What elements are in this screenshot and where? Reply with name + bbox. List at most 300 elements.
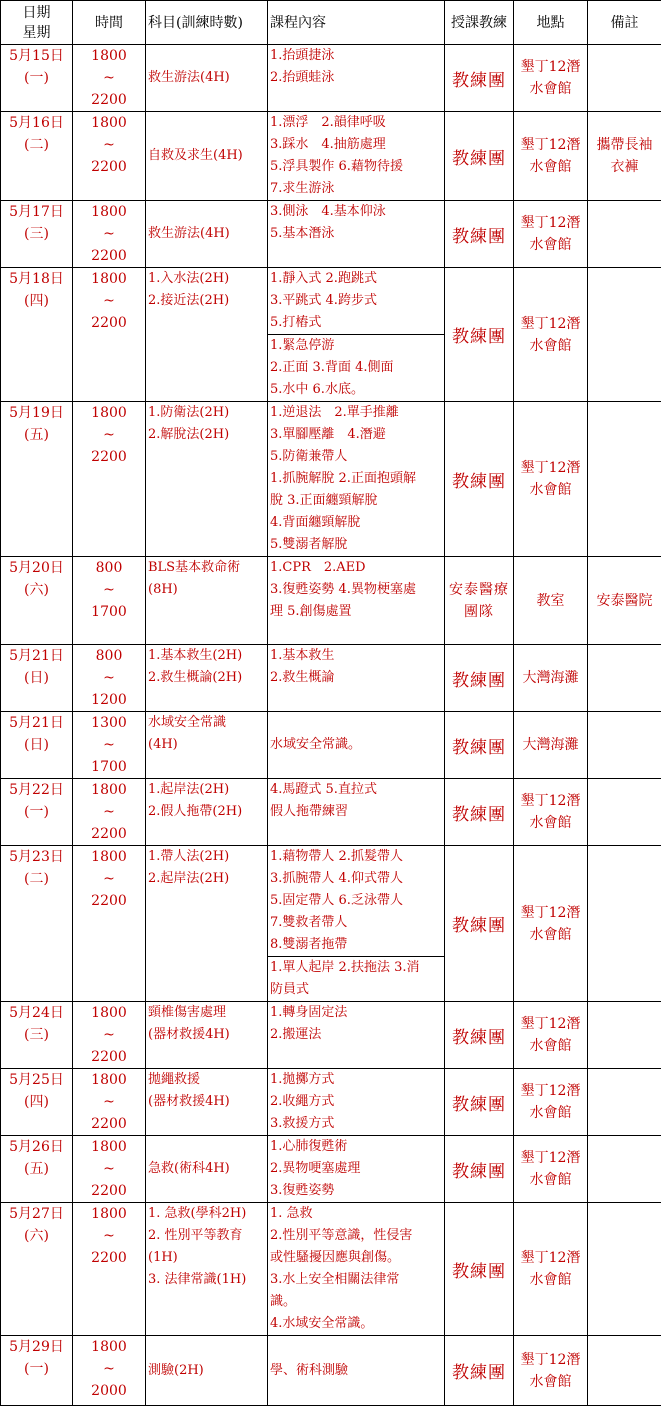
time-text: 1800 <box>73 45 145 67</box>
time-cell <box>73 201 146 268</box>
time-text: ~ <box>73 223 145 245</box>
time-text: ~ <box>73 1024 145 1046</box>
date-text: 5月17日 <box>1 201 72 223</box>
text-line: 1.藉物帶人 2.抓髮帶人 <box>270 846 442 868</box>
text-line: 1.逆退法 2.單手推離 <box>270 402 442 424</box>
text-line: 水會館 <box>514 479 587 501</box>
content-group <box>270 1069 442 1135</box>
date-cell <box>1 645 73 712</box>
date-text: 5月15日 <box>1 45 72 67</box>
time-text: ~ <box>73 1158 145 1180</box>
time-text: ~ <box>73 1358 145 1380</box>
note-cell <box>588 402 661 557</box>
coach-cell: 教練團 <box>445 779 514 846</box>
weekday-text: (三) <box>1 1024 72 1046</box>
schedule-row <box>1 712 661 779</box>
location-cell <box>514 1136 588 1203</box>
time-text: ~ <box>73 424 145 446</box>
text-line: 教室 <box>514 590 587 612</box>
time-cell <box>73 268 146 402</box>
text-line: 3.平跳式 4.跨步式 <box>270 290 442 312</box>
subject-cell <box>146 1336 268 1406</box>
text-line: 水域安全常識 <box>148 712 265 734</box>
text-line: 測驗(2H) <box>148 1360 265 1382</box>
time-cell <box>73 1069 146 1136</box>
time-cell <box>73 1002 146 1069</box>
subject-cell <box>146 645 268 712</box>
text-line: 1.入水法(2H) <box>148 268 265 290</box>
schedule-row <box>1 1002 661 1069</box>
subject-cell <box>146 1002 268 1069</box>
location-cell <box>514 112 588 201</box>
text-line: 急救(術科4H) <box>148 1158 265 1180</box>
time-text: 800 <box>73 645 145 667</box>
time-text: 1800 <box>73 1069 145 1091</box>
text-line: 1.帶人法(2H) <box>148 846 265 868</box>
schedule-row <box>1 201 661 268</box>
time-text: 1300 <box>73 712 145 734</box>
schedule-row <box>1 402 661 557</box>
time-cell <box>73 402 146 557</box>
time-text: ~ <box>73 868 145 890</box>
text-line: 7.求生游泳 <box>270 178 442 200</box>
weekday-text: (四) <box>1 290 72 312</box>
text-line: 脫 3.正面纏頸解脫 <box>270 490 442 512</box>
time-text: 2200 <box>73 89 145 111</box>
text-line: 安泰醫療 <box>445 579 513 601</box>
text-line: 理 5.創傷處置 <box>270 601 442 623</box>
date-text: 5月21日 <box>1 645 72 667</box>
text-line: 團隊 <box>445 601 513 623</box>
text-line: (器材救援4H) <box>148 1091 265 1113</box>
time-text: 2200 <box>73 446 145 468</box>
text-line: 2.假人拖帶(2H) <box>148 801 265 823</box>
time-text: 1800 <box>73 112 145 134</box>
text-line: 5.雙溺者解脫 <box>270 534 442 556</box>
coach-cell: 教練團 <box>445 1336 514 1406</box>
time-cell <box>73 1203 146 1336</box>
schedule-row <box>1 1069 661 1136</box>
text-line: 救生游法(4H) <box>148 223 265 245</box>
text-line: 自救及求生(4H) <box>148 145 265 167</box>
text-line: 1.心肺復甦術 <box>270 1136 442 1158</box>
schedule-row <box>1 645 661 712</box>
coach-cell: 教練團 <box>445 846 514 1002</box>
text-line: 2.收繩方式 <box>270 1091 442 1113</box>
date-cell <box>1 1336 73 1406</box>
time-text: 2200 <box>73 245 145 267</box>
schedule-body <box>1 45 661 1406</box>
time-cell <box>73 45 146 112</box>
text-line: 2.救生概論 <box>270 667 442 689</box>
text-line: 5.浮具製作 6.藉物待援 <box>270 156 442 178</box>
text-line: 2.起岸法(2H) <box>148 868 265 890</box>
text-line: (4H) <box>148 734 265 756</box>
text-line: 假人拖帶練習 <box>270 801 442 823</box>
text-line: 2.救生概論(2H) <box>148 667 265 689</box>
coach-cell: 教練團 <box>445 1136 514 1203</box>
header-subject: 科目(訓練時數) <box>146 1 268 45</box>
location-cell <box>514 1203 588 1336</box>
text-line: 學、術科測驗 <box>270 1360 442 1382</box>
weekday-text: (六) <box>1 1225 72 1247</box>
weekday-text: (三) <box>1 223 72 245</box>
text-line: 4.水域安全常識。 <box>270 1313 442 1335</box>
time-text: ~ <box>73 801 145 823</box>
text-line: 水會館 <box>514 1269 587 1291</box>
time-text: ~ <box>73 290 145 312</box>
date-cell <box>1 268 73 402</box>
location-cell <box>514 402 588 557</box>
location-cell <box>514 779 588 846</box>
content-cell <box>268 712 445 779</box>
time-text: 1800 <box>73 268 145 290</box>
text-line: 水會館 <box>514 1035 587 1057</box>
text-line: 3.踩水 4.抽筋處理 <box>270 134 442 156</box>
text-line: 水會館 <box>514 78 587 100</box>
text-line: 4.背面纏頸解脫 <box>270 512 442 534</box>
text-line: 墾丁12潛 <box>514 790 587 812</box>
header-location: 地點 <box>514 1 588 45</box>
text-line: 頸椎傷害處理 <box>148 1002 265 1024</box>
content-group <box>270 557 442 623</box>
text-line: 2.接近法(2H) <box>148 290 265 312</box>
content-cell <box>268 557 445 645</box>
text-line: 救生游法(4H) <box>148 67 265 89</box>
text-line: 1.轉身固定法 <box>270 1002 442 1024</box>
location-cell <box>514 268 588 402</box>
note-cell <box>588 1136 661 1203</box>
time-text: 1800 <box>73 201 145 223</box>
text-line: 大灣海灘 <box>514 667 587 689</box>
text-line: 攜帶長袖 <box>588 134 661 156</box>
text-line: (器材救援4H) <box>148 1024 265 1046</box>
text-line: 墾丁12潛 <box>514 1247 587 1269</box>
weekday-text: (日) <box>1 667 72 689</box>
text-line: 5.水中 6.水底。 <box>270 379 442 401</box>
date-text: 5月29日 <box>1 1336 72 1358</box>
text-line: 水會館 <box>514 924 587 946</box>
text-line: (1H) <box>148 1247 265 1269</box>
schedule-row <box>1 268 661 402</box>
time-text: ~ <box>73 734 145 756</box>
content-group <box>270 1360 442 1382</box>
text-line: 墾丁12潛 <box>514 902 587 924</box>
content-group <box>270 268 442 334</box>
text-line: 1.起岸法(2H) <box>148 779 265 801</box>
subject-cell <box>146 268 268 402</box>
text-line: 1.基本救生 <box>270 645 442 667</box>
date-text: 5月19日 <box>1 402 72 424</box>
header-row <box>1 1 661 45</box>
date-cell <box>1 1136 73 1203</box>
date-cell <box>1 1002 73 1069</box>
content-group <box>270 1002 442 1046</box>
date-text: 5月27日 <box>1 1203 72 1225</box>
note-cell <box>588 268 661 402</box>
content-group <box>270 112 442 200</box>
schedule-row <box>1 112 661 201</box>
text-line: 8.雙溺者拖帶 <box>270 934 442 956</box>
text-line: 墾丁12潛 <box>514 457 587 479</box>
note-cell <box>588 557 661 645</box>
schedule-row <box>1 557 661 645</box>
time-text: ~ <box>73 134 145 156</box>
text-line: 或性騷擾因應與創傷。 <box>270 1247 442 1269</box>
note-cell <box>588 712 661 779</box>
text-line: 1.防衛法(2H) <box>148 402 265 424</box>
time-cell <box>73 1336 146 1406</box>
content-group <box>270 779 442 823</box>
date-cell <box>1 712 73 779</box>
time-text: 2000 <box>73 1380 145 1402</box>
text-line: 墾丁12潛 <box>514 56 587 78</box>
text-line: 3. 法律常識(1H) <box>148 1269 265 1291</box>
date-text: 5月25日 <box>1 1069 72 1091</box>
content-group <box>270 402 442 556</box>
note-cell <box>588 112 661 201</box>
text-line: 1.漂浮 2.韻律呼吸 <box>270 112 442 134</box>
time-text: ~ <box>73 67 145 89</box>
text-line: 2.正面 3.背面 4.側面 <box>270 357 442 379</box>
text-line: 2.搬運法 <box>270 1024 442 1046</box>
content-cell <box>268 201 445 268</box>
weekday-text: (一) <box>1 67 72 89</box>
weekday-text: (二) <box>1 868 72 890</box>
header-date: 日期 星期 <box>1 1 73 45</box>
time-text: 2200 <box>73 823 145 845</box>
text-line: 1.基本救生(2H) <box>148 645 265 667</box>
location-cell <box>514 645 588 712</box>
coach-cell <box>445 557 514 645</box>
time-cell <box>73 1136 146 1203</box>
text-line: 4.馬蹬式 5.直拉式 <box>270 779 442 801</box>
coach-cell: 教練團 <box>445 1002 514 1069</box>
date-cell <box>1 779 73 846</box>
coach-cell: 教練團 <box>445 402 514 557</box>
text-line: 水會館 <box>514 234 587 256</box>
note-cell <box>588 1069 661 1136</box>
text-line: 水會館 <box>514 1169 587 1191</box>
schedule-row <box>1 846 661 1002</box>
header-coach: 授課教練 <box>445 1 514 45</box>
note-cell <box>588 1336 661 1406</box>
schedule-row <box>1 45 661 112</box>
subject-cell <box>146 557 268 645</box>
content-group <box>270 846 442 956</box>
note-cell <box>588 846 661 1002</box>
time-text: 1800 <box>73 1136 145 1158</box>
location-cell <box>514 1336 588 1406</box>
time-text: ~ <box>73 1091 145 1113</box>
location-cell <box>514 712 588 779</box>
text-line: 5.固定帶人 6.乏泳帶人 <box>270 890 442 912</box>
time-text: ~ <box>73 667 145 689</box>
date-text: 5月22日 <box>1 779 72 801</box>
content-cell <box>268 645 445 712</box>
date-cell <box>1 1203 73 1336</box>
text-line: 水會館 <box>514 156 587 178</box>
text-line: 1.緊急停游 <box>270 335 442 357</box>
time-text: 2200 <box>73 1113 145 1135</box>
date-cell <box>1 201 73 268</box>
content-group <box>270 734 442 756</box>
weekday-text: (二) <box>1 134 72 156</box>
text-line: 1.單人起岸 2.扶拖法 3.消 <box>270 957 442 979</box>
text-line: 5.防衛兼帶人 <box>270 446 442 468</box>
date-cell <box>1 557 73 645</box>
text-line: 水會館 <box>514 1102 587 1124</box>
text-line: 1. 急救 <box>270 1203 442 1225</box>
content-cell <box>268 268 445 402</box>
time-text: 1800 <box>73 1002 145 1024</box>
schedule-row <box>1 1136 661 1203</box>
time-cell <box>73 846 146 1002</box>
text-line: 墾丁12潛 <box>514 313 587 335</box>
note-cell <box>588 201 661 268</box>
coach-cell: 教練團 <box>445 712 514 779</box>
date-text: 5月18日 <box>1 268 72 290</box>
note-cell <box>588 45 661 112</box>
subject-cell <box>146 402 268 557</box>
content-cell <box>268 1203 445 1336</box>
text-line: 3.側泳 4.基本仰泳 <box>270 201 442 223</box>
text-line: 7.雙救者帶人 <box>270 912 442 934</box>
note-cell <box>588 645 661 712</box>
text-line: 1. 急救(學科2H) <box>148 1203 265 1225</box>
note-cell <box>588 1002 661 1069</box>
text-line: 墾丁12潛 <box>514 1147 587 1169</box>
text-line: BLS基本救命術 <box>148 557 265 579</box>
weekday-text: (五) <box>1 1158 72 1180</box>
note-cell <box>588 779 661 846</box>
content-cell <box>268 112 445 201</box>
date-cell <box>1 1069 73 1136</box>
time-text: 1700 <box>73 756 145 778</box>
text-line: 1.拋擲方式 <box>270 1069 442 1091</box>
time-cell <box>73 112 146 201</box>
text-line: 拋繩救援 <box>148 1069 265 1091</box>
time-text: 1700 <box>73 601 145 623</box>
content-cell <box>268 846 445 1002</box>
location-cell <box>514 1069 588 1136</box>
text-line: 3.復甦姿勢 4.異物梗塞處 <box>270 579 442 601</box>
time-cell <box>73 779 146 846</box>
time-text: ~ <box>73 1225 145 1247</box>
text-line: 2.異物哽塞處理 <box>270 1158 442 1180</box>
date-cell <box>1 45 73 112</box>
subject-cell <box>146 45 268 112</box>
header-note: 備註 <box>588 1 661 45</box>
content-group <box>270 645 442 689</box>
time-text: ~ <box>73 579 145 601</box>
subject-cell <box>146 846 268 1002</box>
time-text: 1800 <box>73 779 145 801</box>
header-time: 時間 <box>73 1 146 45</box>
coach-cell: 教練團 <box>445 645 514 712</box>
content-group <box>270 201 442 245</box>
schedule-row <box>1 1203 661 1336</box>
text-line: 5.基本潛泳 <box>270 223 442 245</box>
text-line: 防員式 <box>270 979 442 1001</box>
text-line: (8H) <box>148 579 265 601</box>
text-line: 墾丁12潛 <box>514 134 587 156</box>
location-cell <box>514 846 588 1002</box>
date-text: 5月24日 <box>1 1002 72 1024</box>
text-line: 墾丁12潛 <box>514 212 587 234</box>
note-cell <box>588 1203 661 1336</box>
content-cell <box>268 45 445 112</box>
date-text: 5月26日 <box>1 1136 72 1158</box>
date-text: 5月20日 <box>1 557 72 579</box>
header-content: 課程內容 <box>268 1 445 45</box>
text-line: 3.單腳壓離 4.潛避 <box>270 424 442 446</box>
date-text: 5月16日 <box>1 112 72 134</box>
content-group <box>270 45 442 89</box>
text-line: 1.靜入式 2.跑跳式 <box>270 268 442 290</box>
text-line: 3.抓腕帶人 4.仰式帶人 <box>270 868 442 890</box>
location-cell <box>514 45 588 112</box>
text-line: 墾丁12潛 <box>514 1349 587 1371</box>
text-line: 1.抬頭捷泳 <box>270 45 442 67</box>
subject-cell <box>146 779 268 846</box>
content-cell <box>268 1136 445 1203</box>
date-cell <box>1 846 73 1002</box>
subject-cell <box>146 1203 268 1336</box>
time-text: 1800 <box>73 1336 145 1358</box>
date-text: 5月23日 <box>1 846 72 868</box>
content-group <box>268 956 444 1001</box>
time-text: 1200 <box>73 689 145 711</box>
location-cell <box>514 557 588 645</box>
weekday-text: (四) <box>1 1091 72 1113</box>
subject-cell <box>146 112 268 201</box>
schedule-row <box>1 1336 661 1406</box>
time-text: 800 <box>73 557 145 579</box>
date-cell <box>1 402 73 557</box>
time-text: 2200 <box>73 890 145 912</box>
content-group <box>268 334 444 401</box>
time-text: 1800 <box>73 402 145 424</box>
time-text: 2200 <box>73 1180 145 1202</box>
text-line: 大灣海灘 <box>514 734 587 756</box>
text-line: 墾丁12潛 <box>514 1013 587 1035</box>
text-line: 2.抬頭蛙泳 <box>270 67 442 89</box>
text-line: 水域安全常識。 <box>270 734 442 756</box>
content-cell <box>268 402 445 557</box>
subject-cell <box>146 1069 268 1136</box>
weekday-text: (六) <box>1 579 72 601</box>
subject-cell <box>146 712 268 779</box>
coach-cell: 教練團 <box>445 201 514 268</box>
content-cell <box>268 1336 445 1406</box>
text-line: 2. 性別平等教育 <box>148 1225 265 1247</box>
schedule-row <box>1 779 661 846</box>
text-line: 水會館 <box>514 812 587 834</box>
text-line: 3.救援方式 <box>270 1113 442 1135</box>
date-text: 5月21日 <box>1 712 72 734</box>
coach-cell: 教練團 <box>445 1203 514 1336</box>
content-cell <box>268 1069 445 1136</box>
time-text: 2200 <box>73 312 145 334</box>
time-text: 2200 <box>73 1247 145 1269</box>
text-line: 識。 <box>270 1291 442 1313</box>
text-line: 5.打樁式 <box>270 312 442 334</box>
coach-cell: 教練團 <box>445 45 514 112</box>
coach-cell: 教練團 <box>445 268 514 402</box>
location-cell <box>514 201 588 268</box>
location-cell <box>514 1002 588 1069</box>
